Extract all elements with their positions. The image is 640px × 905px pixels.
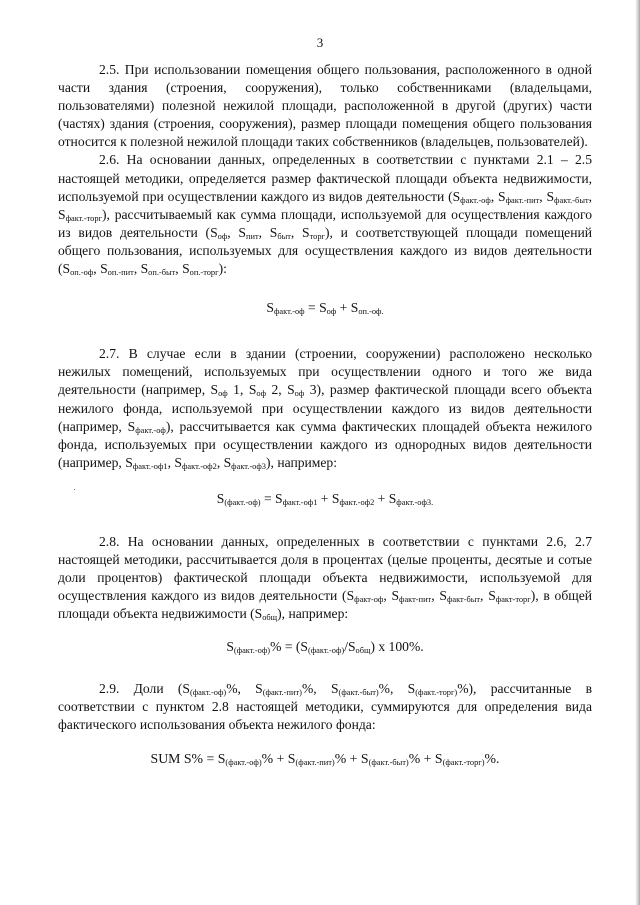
- formula-sum-percent: SUM $S\% = S_{(факт.-оф)}\% + S_{(факт.-пит)}\% + S_{(факт.-быт)}\% + S_{(факт.-торг)}\%$.: [150, 750, 500, 767]
- formula-sum-areas: $S_{(факт.-оф)} = S_{факт.-оф1} + S_{факт.-оф2} + S_{факт.-оф3.}$: [216, 490, 434, 507]
- paragraph-2-6: 2.6. На основании данных, определенных в соответствии с пунктами 2.1 – 2.5 настоящей методики, определяется размер фактической площади объекта недвижимости, используемой при осуществлении каждого из видов деятельности ($S_{факт.-оф}$, $S_{факт.-пит}$, $S_{факт.-быт}$, $S_{факт.-торг}$), рассчитываемый как сумма площади, используемой для осуществления каждого из видов деятельности ($S_{оф}$, $S_{пит}$, $S_{быт}$, $S_{торг}$), и соответствующей площади помещений общего пользования, используемых для осуществления каждого из видов деятельности ($S_{оп.-оф}$, $S_{оп.-пит}$, $S_{оп.-быт}$, $S_{оп.-торг}$):: [58, 152, 593, 278]
- document-body: [58, 61, 592, 768]
- paragraph-2-5: 2.5. При использовании помещения общего пользования, расположенного в одной части здания (строения, сооружения), только собственниками (владельцами, пользователями) полезной нежилой площади, расположенной в другой (других) части (частях) здания (строения, сооружения), размер площади помещения общего пользования относится к полезной нежилой площади таких собственников (владельцев, пользователей).: [58, 62, 592, 150]
- formula-fact-area: $S_{факт.-оф} = S_{оф} + S_{оп.-оф.}$: [266, 300, 384, 317]
- scan-speck: [74, 489, 75, 490]
- page-number: 3: [316, 35, 324, 50]
- paragraph-2-7: 2.7. В случае если в здании (строении, сооружении) расположено несколько нежилых помещений, используемых при осуществлении одного и того же вида деятельности (например, $S_{оф}$ 1, $S_{оф}$ 2, $S_{оф}$ 3), размер фактической площади всего объекта нежилого фонда, используемой при осуществлении каждого из видов деятельности (например, $S_{факт.-оф}$), рассчитывается как сумма фактических площадей объекта нежилого фонда, используемых при осуществлении каждого из однородных видов деятельности (например, $S_{факт.-оф1}$, $S_{факт.-оф2}$, $S_{факт.-оф3}$), например:: [58, 346, 593, 471]
- formula-percent-share: $S_{(факт.-оф)}\% = (S_{(факт.-оф)}/S_{общ})$ x 100%.: [226, 639, 424, 656]
- paragraph-2-9: 2.9. Доли ($S_{(факт.-оф)}\%$, $S_{(факт.-пит)}\%$, $S_{(факт.-быт)}\%$, $S_{(факт.-торг)}\%$), рассчитанные в соответствии с пунктом 2.8 настоящей методики, суммируются для определения вида фактического использования объекта нежилого фонда:: [58, 680, 592, 732]
- scan-edge-shadow: [635, 0, 640, 905]
- paragraph-2-8: 2.8. На основании данных, определенных в соответствии с пунктами 2.6, 2.7 настоящей методики, рассчитывается доля в процентах (целые проценты, десятые и сотые доли процентов) фактической площади объекта недвижимости, используемой для осуществления каждого из видов деятельности ($S_{факт-оф}$, $S_{факт-пит}$, $S_{факт-быт}$, $S_{факт-торг}$), в общей площади объекта недвижимости $(S_{общ})$, например:: [58, 533, 593, 623]
